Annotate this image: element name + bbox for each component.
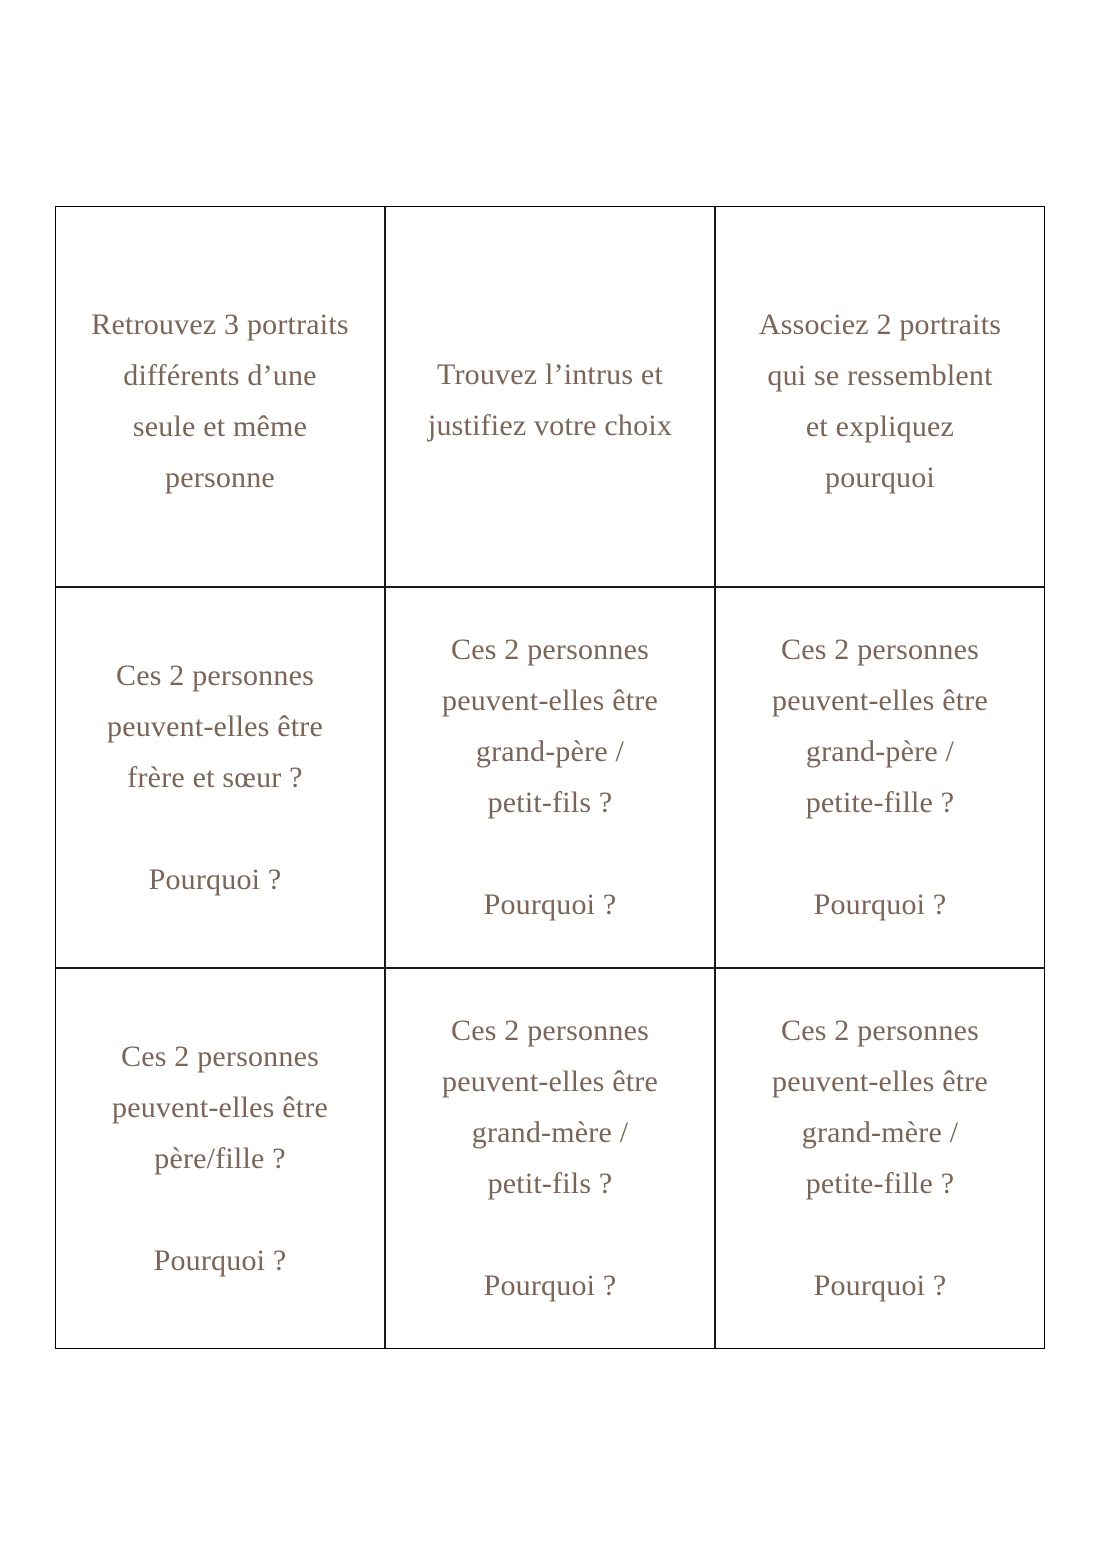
- card-grid: [55, 206, 1045, 1349]
- card-text: Trouvez l’intrus et justifiez votre choix: [427, 358, 673, 442]
- card-text: Ces 2 personnes peuvent-elles être grand-père / petit-fils ? Pourquoi ?: [442, 633, 658, 921]
- card-text: Ces 2 personnes peuvent-elles être grand-mère / petite-fille ? Pourquoi ?: [772, 1014, 988, 1302]
- card-grandmother-granddaughter: [716, 969, 1044, 1348]
- card-text: Ces 2 personnes peuvent-elles être grand-mère / petit-fils ? Pourquoi ?: [442, 1014, 658, 1302]
- card-three-portraits: [56, 207, 386, 588]
- card-brother-sister: [56, 588, 386, 969]
- card-find-intruder: [386, 207, 716, 588]
- card-text: Retrouvez 3 portraits différents d’une seule et même personne: [91, 308, 349, 494]
- card-grandfather-grandson: [386, 588, 716, 969]
- card-text: Ces 2 personnes peuvent-elles être grand-père / petite-fille ? Pourquoi ?: [772, 633, 988, 921]
- card-grandmother-grandson: [386, 969, 716, 1348]
- card-associate-portraits: [716, 207, 1044, 588]
- card-text: Ces 2 personnes peuvent-elles être père/fille ? Pourquoi ?: [112, 1040, 328, 1277]
- card-text: Associez 2 portraits qui se ressemblent et expliquez pourquoi: [758, 308, 1002, 494]
- card-grandfather-granddaughter: [716, 588, 1044, 969]
- card-text: Ces 2 personnes peuvent-elles être frère et sœur ? Pourquoi ?: [107, 659, 323, 896]
- card-father-daughter: [56, 969, 386, 1348]
